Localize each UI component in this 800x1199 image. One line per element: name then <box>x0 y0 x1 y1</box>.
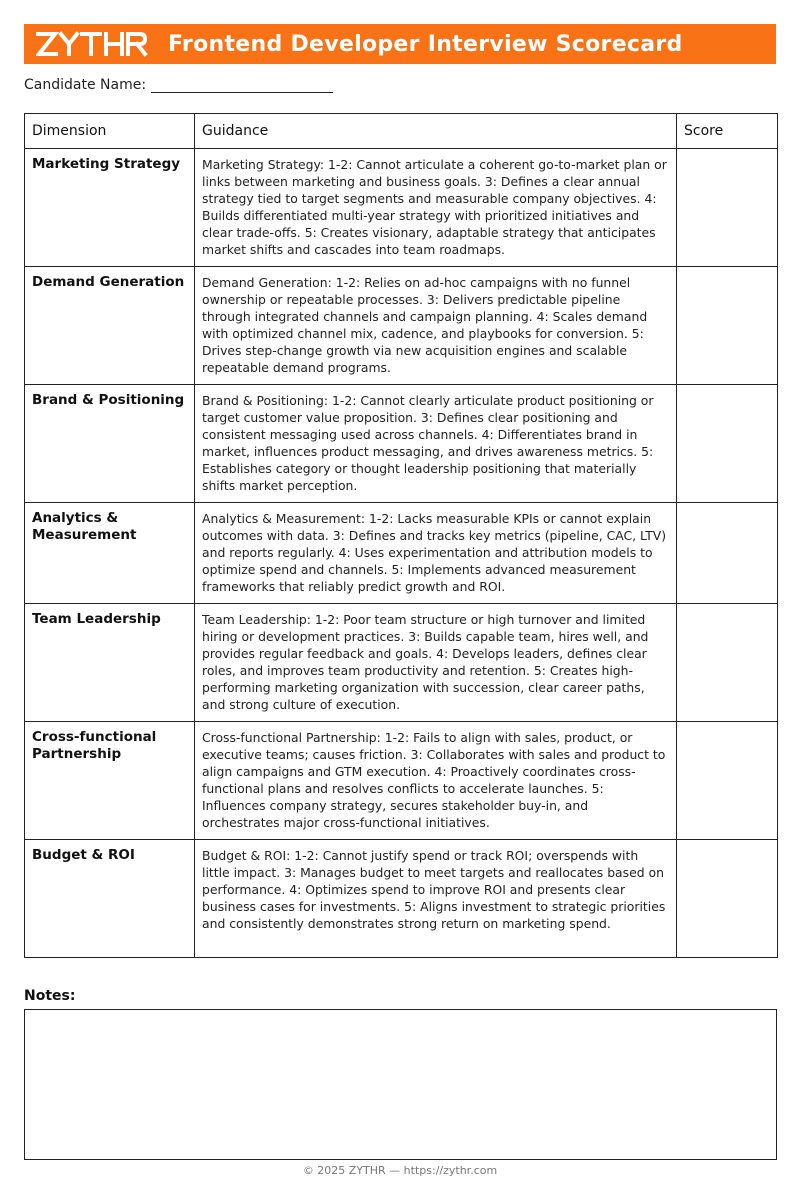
column-header-score: Score <box>677 114 778 149</box>
table-row <box>25 722 778 840</box>
dimension-cell: Analytics & Measurement <box>25 503 195 604</box>
score-cell[interactable] <box>677 385 778 503</box>
guidance-cell: Cross-functional Partnership: 1-2: Fails to align with sales, product, or executive teams; causes friction. 3: Collaborates with sales and product to align campaigns and GTM execution. 4: Proactively coordinates cross-functional plans and resolves conflicts to accelerate launches. 5: Influences company strategy, secures stakeholder buy-in, and orchestrates major cross-functional initiatives. <box>195 722 677 840</box>
zythr-logo-mark <box>36 31 148 57</box>
score-cell[interactable] <box>677 503 778 604</box>
table-row <box>25 385 778 503</box>
dimension-cell: Cross-functional Partnership <box>25 722 195 840</box>
footer-copyright: © 2025 ZYTHR — https://zythr.com <box>302 1164 498 1177</box>
guidance-cell: Brand & Positioning: 1-2: Cannot clearly articulate product positioning or target customer value proposition. 3: Defines clear positioning and consistent messaging used across channels. 4: Differentiates brand in market, influences product messaging, and drives awareness metrics. 5: Establishes category or thought leadership positioning that materially shifts market perception. <box>195 385 677 503</box>
notes-label: Notes: <box>24 988 76 1004</box>
table-row <box>25 604 778 722</box>
guidance-cell: Analytics & Measurement: 1-2: Lacks measurable KPIs or cannot explain outcomes with data. 3: Defines and tracks key metrics (pipeline, CAC, LTV) and reports regularly. 4: Uses experimentation and attribution models to optimize spend and channels. 5: Implements advanced measurement frameworks that reliably predict growth and ROI. <box>195 503 677 604</box>
zythr-logo <box>36 30 148 58</box>
header-banner <box>24 24 776 64</box>
dimension-cell: Brand & Positioning <box>25 385 195 503</box>
table-row <box>25 503 778 604</box>
score-cell[interactable] <box>677 149 778 267</box>
candidate-name-field[interactable] <box>151 78 333 93</box>
score-cell[interactable] <box>677 604 778 722</box>
table-row <box>25 267 778 385</box>
page-title: Frontend Developer Interview Scorecard <box>168 31 683 57</box>
score-cell[interactable] <box>677 840 778 958</box>
dimension-cell: Marketing Strategy <box>25 149 195 267</box>
dimension-cell: Budget & ROI <box>25 840 195 958</box>
guidance-cell: Marketing Strategy: 1-2: Cannot articulate a coherent go-to-market plan or links between marketing and business goals. 3: Defines a clear annual strategy tied to target segments and measurable company objectives. 4: Builds differentiated multi-year strategy with prioritized initiatives and clear trade-offs. 5: Creates visionary, adaptable strategy that anticipates market shifts and cascades into team roadmaps. <box>195 149 677 267</box>
score-cell[interactable] <box>677 722 778 840</box>
column-header-guidance: Guidance <box>195 114 677 149</box>
guidance-cell: Team Leadership: 1-2: Poor team structure or high turnover and limited hiring or development practices. 3: Builds capable team, hires well, and provides regular feedback and goals. 4: Develops leaders, defines clear roles, and improves team productivity and retention. 5: Creates high-performing marketing organization with succession, clear career paths, and strong culture of execution. <box>195 604 677 722</box>
guidance-cell: Demand Generation: 1-2: Relies on ad-hoc campaigns with no funnel ownership or repeatable processes. 3: Delivers predictable pipeline through integrated channels and campaign planning. 4: Scales demand with optimized channel mix, cadence, and playbooks for conversion. 5: Drives step-change growth via new acquisition engines and scalable repeatable demand programs. <box>195 267 677 385</box>
score-cell[interactable] <box>677 267 778 385</box>
table-row <box>25 840 778 958</box>
dimension-cell: Team Leadership <box>25 604 195 722</box>
scorecard-table <box>24 113 778 958</box>
candidate-name-row <box>24 77 333 93</box>
candidate-name-label: Candidate Name: <box>24 77 147 93</box>
guidance-cell: Budget & ROI: 1-2: Cannot justify spend or track ROI; overspends with little impact. 3: Manages budget to meet targets and reallocates based on performance. 4: Optimizes spend to improve ROI and presents clear business cases for investments. 5: Aligns investment to strategic priorities and consistently demonstrates strong return on marketing spend. <box>195 840 677 958</box>
column-header-dimension: Dimension <box>25 114 195 149</box>
notes-box[interactable] <box>24 1009 777 1160</box>
dimension-cell: Demand Generation <box>25 267 195 385</box>
table-row <box>25 149 778 267</box>
table-header-row <box>25 114 778 149</box>
